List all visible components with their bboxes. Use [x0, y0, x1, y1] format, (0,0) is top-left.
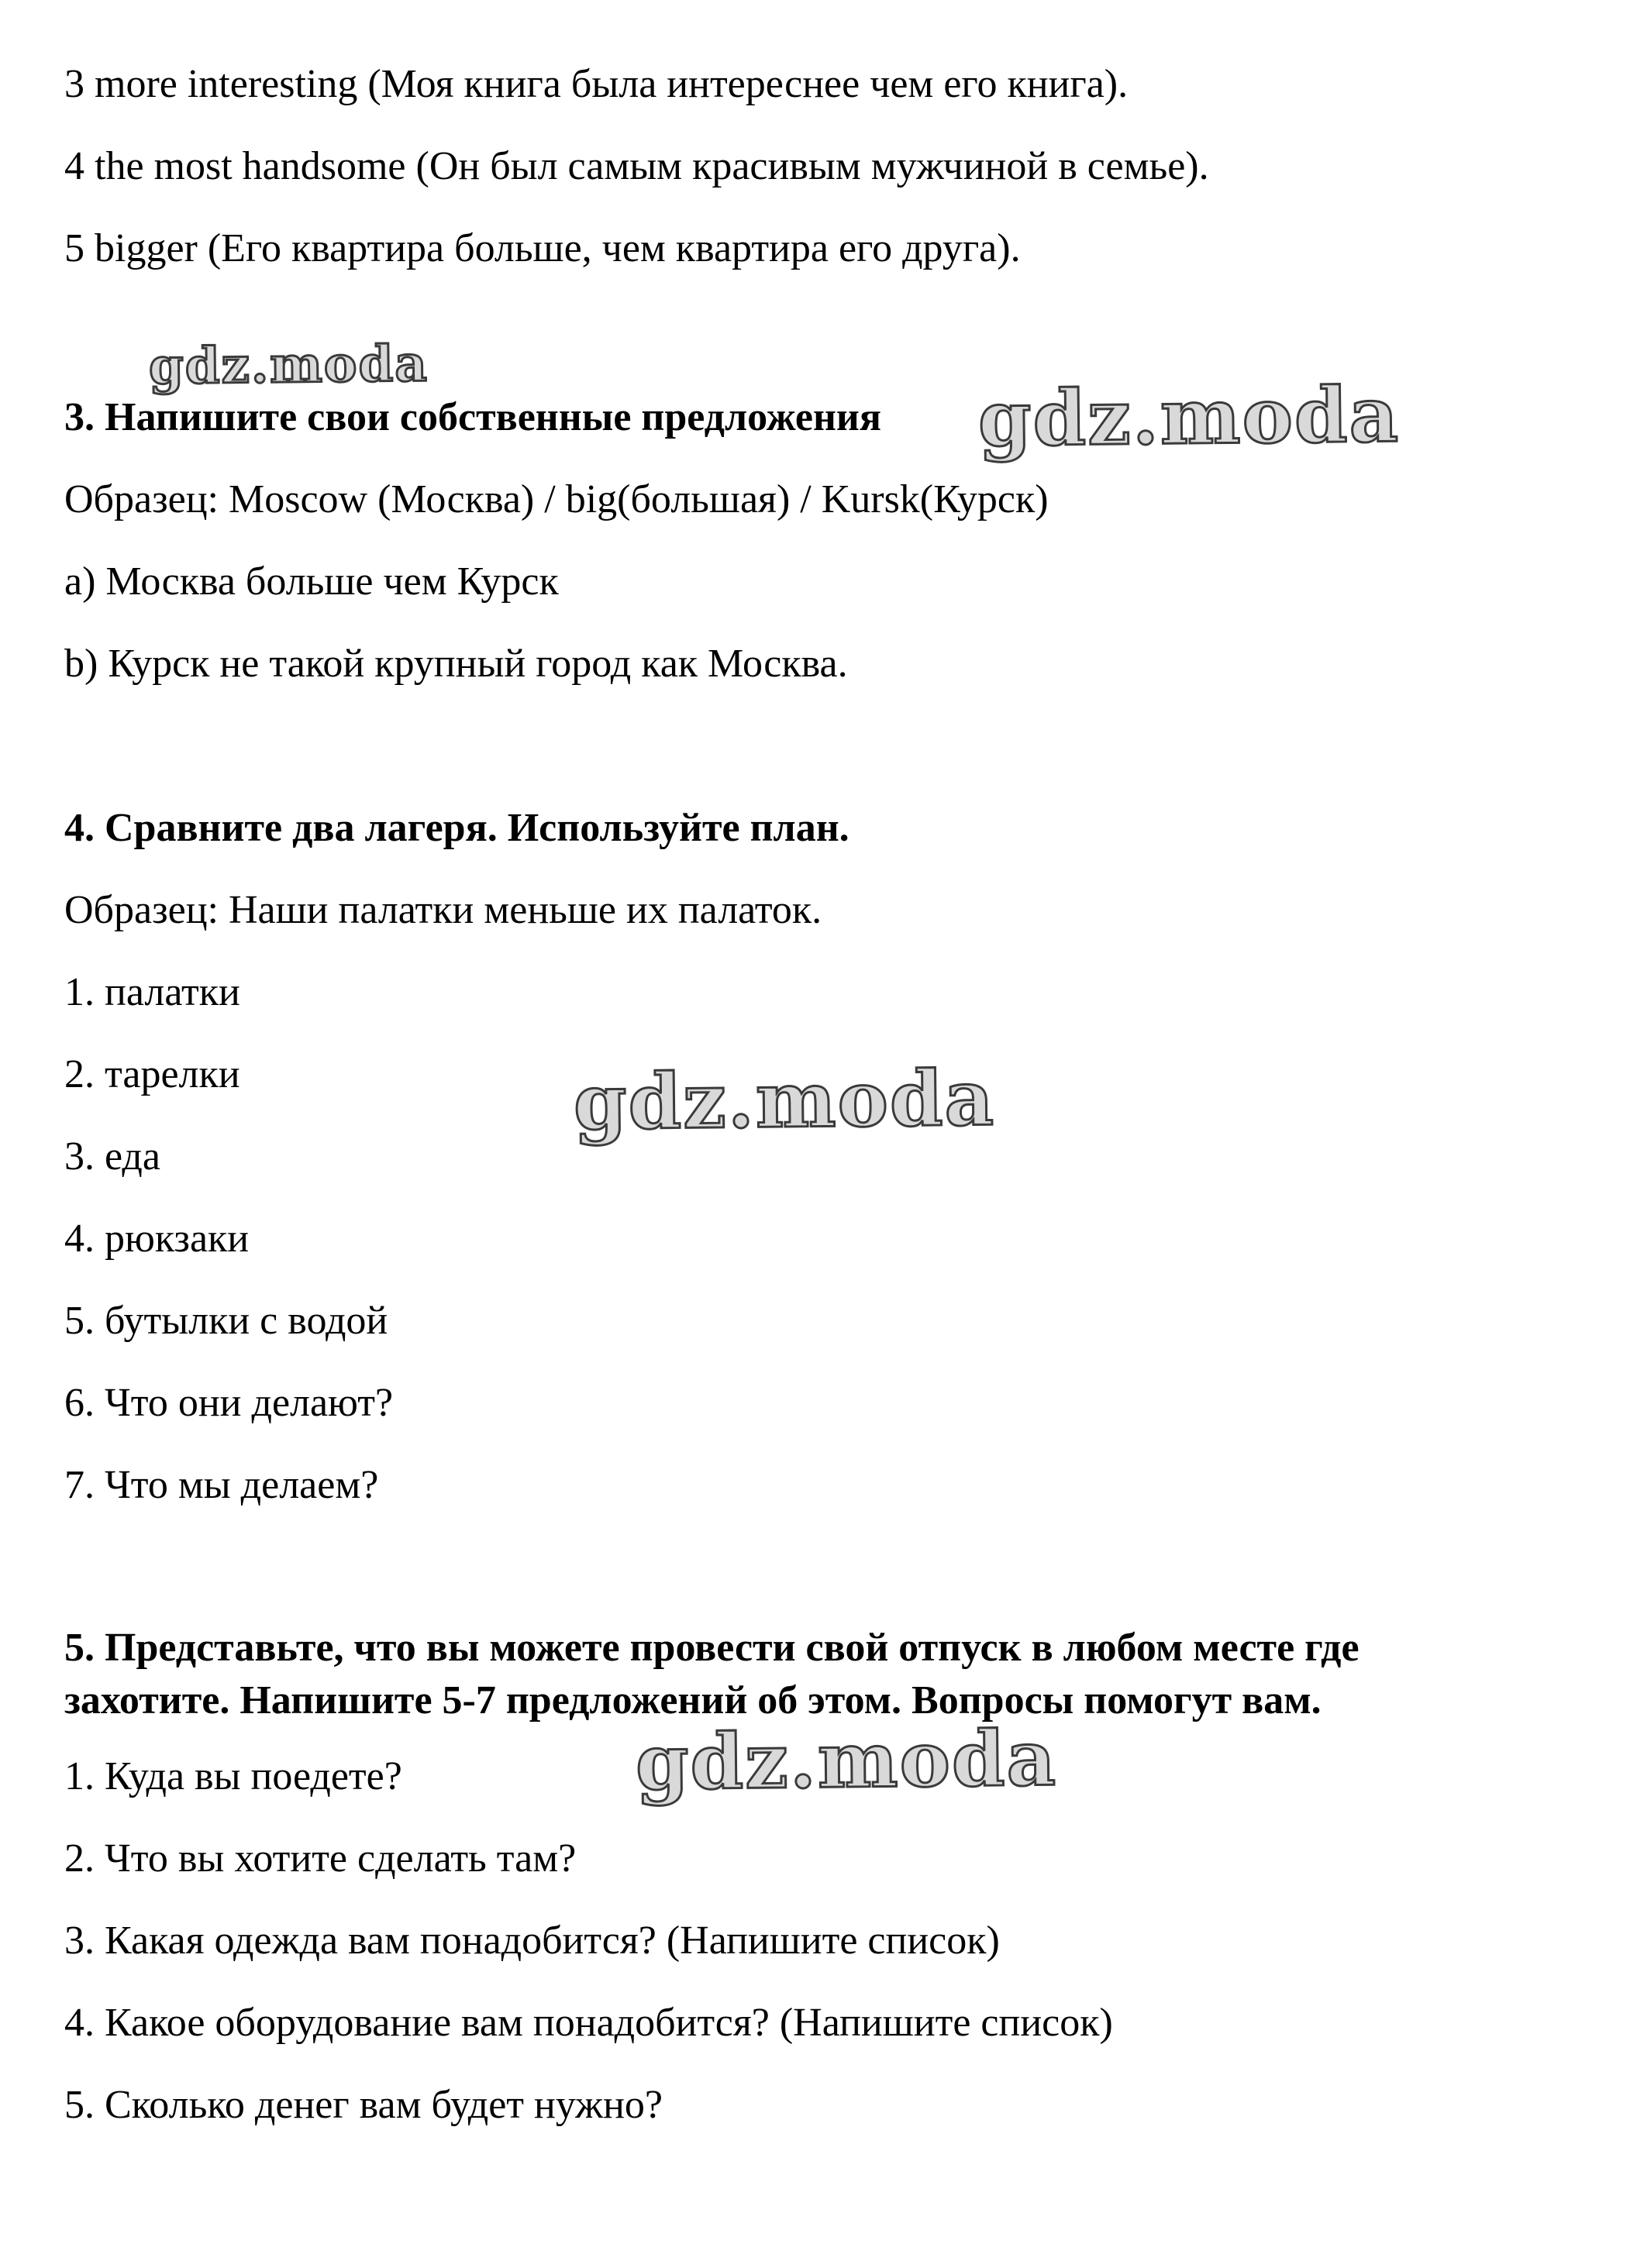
task4-item: 6. Что они делают?	[64, 1381, 394, 1425]
task5-item: 3. Какая одежда вам понадобится? (Напишите список)	[64, 1919, 1000, 1963]
watermark-logo: gdz.moda	[573, 1054, 996, 1148]
task4-item: 4. рюкзаки	[64, 1217, 250, 1261]
task4-item: 7. Что мы делаем?	[64, 1463, 379, 1507]
task4-sample: Образец: Наши палатки меньше их палаток.	[64, 888, 822, 932]
watermark-logo: gdz.moda	[635, 1714, 1058, 1808]
task4-item: 5. бутылки с водой	[64, 1299, 388, 1343]
answer-line-4: 4 the most handsome (Он был самым красивым мужчиной в семье).	[64, 144, 1209, 188]
task5-item: 4. Какое оборудование вам понадобится? (Напишите список)	[64, 2001, 1113, 2045]
task4-item: 3. еда	[64, 1134, 160, 1179]
task5-item: 5. Сколько денег вам будет нужно?	[64, 2083, 663, 2127]
task4-item: 2. тарелки	[64, 1052, 240, 1096]
task5-item: 2. Что вы хотите сделать там?	[64, 1836, 577, 1881]
task4-item: 1. палатки	[64, 970, 240, 1014]
task3-answer-a: а) Москва больше чем Курск	[64, 559, 559, 604]
task4-heading: 4. Сравните два лагеря. Используйте план.	[64, 806, 849, 850]
task5-heading-line1: 5. Представьте, что вы можете провести свой отпуск в любом месте где	[64, 1626, 1359, 1670]
task5-heading-line2: захотите. Напишите 5-7 предложений об этом. Вопросы помогут вам.	[64, 1678, 1322, 1723]
task3-answer-b: b) Курск не такой крупный город как Москва.	[64, 642, 848, 686]
answer-line-5: 5 bigger (Его квартира больше, чем квартира его друга).	[64, 226, 1021, 270]
answer-line-3: 3 more interesting (Моя книга была интереснее чем его книга).	[64, 62, 1129, 106]
task5-item: 1. Куда вы поедете?	[64, 1754, 402, 1798]
watermark-logo: gdz.moda	[977, 370, 1401, 464]
task3-heading: 3. Напишите свои собственные предложения	[64, 395, 882, 439]
watermark-logo: gdz.moda	[148, 335, 429, 396]
task3-sample: Образец: Moscow (Москва) / big(большая) / Kursk(Курск)	[64, 477, 1049, 521]
